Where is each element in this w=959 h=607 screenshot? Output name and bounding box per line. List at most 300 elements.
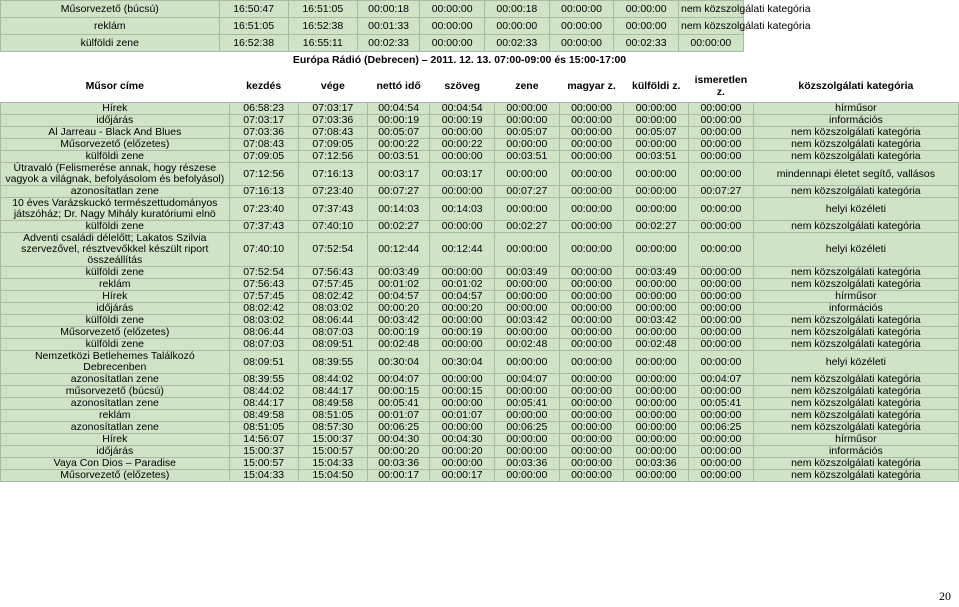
cell-time: 08:09:51 [229, 351, 298, 374]
table-row [1, 186, 959, 198]
cell-time: 00:03:17 [367, 163, 429, 186]
cell-time: 00:00:17 [430, 470, 495, 482]
cell-time: 00:00:00 [559, 351, 624, 374]
cell-time: 00:00:00 [689, 267, 754, 279]
cell-time: 00:00:00 [559, 186, 624, 198]
cell-time: 00:02:27 [624, 221, 689, 233]
cell-category: nem közszolgálati kategória [753, 279, 958, 291]
cell-time: 00:00:00 [689, 127, 754, 139]
table-row [1, 151, 959, 163]
cell-time: 00:05:07 [367, 127, 429, 139]
cell-time: 00:00:00 [689, 221, 754, 233]
cell-time: 00:00:00 [689, 139, 754, 151]
cell-time: 00:00:19 [367, 327, 429, 339]
cell-time: 07:16:13 [298, 163, 367, 186]
cell-program-title: Hírek [1, 434, 230, 446]
cell-time: 00:00:00 [614, 18, 679, 35]
table-row [1, 303, 959, 315]
cell-time: 00:00:00 [624, 291, 689, 303]
previous-rows-body [1, 1, 959, 52]
header-row [1, 70, 959, 103]
cell-program-title: Műsorvezető (előzetes) [1, 139, 230, 151]
cell-time: 15:00:57 [229, 458, 298, 470]
cell-time: 00:03:49 [367, 267, 429, 279]
cell-time: 07:37:43 [229, 221, 298, 233]
cell-time: 00:04:54 [430, 103, 495, 115]
cell-program-title: Adventi családi délelőtt; Lakatos Szilvia szervezővel, résztvevőkkel készült riport összeállítás [1, 233, 230, 267]
cell-time: 00:00:00 [495, 163, 560, 186]
cell-time: 06:58:23 [229, 103, 298, 115]
cell-time: 00:14:03 [430, 198, 495, 221]
cell-time: 00:00:00 [495, 434, 560, 446]
cell-time: 08:44:17 [298, 386, 367, 398]
cell-time: 00:00:00 [559, 458, 624, 470]
cell-category: nem közszolgálati kategória [753, 221, 958, 233]
cell-time: 00:00:00 [624, 279, 689, 291]
cell-program-title: műsorvezető (búcsú) [1, 386, 230, 398]
cell-time: 00:01:02 [430, 279, 495, 291]
cell-time: 00:03:42 [495, 315, 560, 327]
cell-time: 00:00:00 [430, 151, 495, 163]
table-row [1, 35, 959, 52]
table-row [1, 422, 959, 434]
header-music: zene [515, 80, 539, 92]
table-row [1, 279, 959, 291]
cell-time: 00:07:27 [495, 186, 560, 198]
cell-time: 00:00:00 [559, 398, 624, 410]
cell-time: 00:03:36 [495, 458, 560, 470]
cell-time: 00:04:54 [367, 103, 429, 115]
cell-time: 16:50:47 [219, 1, 288, 18]
table-row [1, 221, 959, 233]
header-start: kezdés [246, 80, 282, 92]
cell-time: 00:00:00 [689, 303, 754, 315]
cell-time: 00:00:00 [430, 267, 495, 279]
table-row [1, 291, 959, 303]
cell-time: 08:51:05 [298, 410, 367, 422]
cell-time: 00:00:00 [689, 163, 754, 186]
table-row [1, 198, 959, 221]
cell-time: 15:00:37 [298, 434, 367, 446]
cell-time: 00:03:36 [367, 458, 429, 470]
cell-program-title: külföldi zene [1, 221, 230, 233]
header-end: vége [320, 80, 345, 92]
cell-program-title: külföldi zene [1, 267, 230, 279]
cell-time: 00:03:49 [495, 267, 560, 279]
cell-time: 00:00:00 [689, 291, 754, 303]
cell-time: 00:00:00 [495, 139, 560, 151]
cell-time: 07:16:13 [229, 186, 298, 198]
cell-time: 00:12:44 [430, 233, 495, 267]
header-hungarian-music: magyar z. [567, 80, 616, 92]
cell-time: 00:00:00 [549, 35, 614, 52]
cell-program-title: külföldi zene [1, 315, 230, 327]
cell-time: 00:05:41 [367, 398, 429, 410]
cell-time: 00:00:00 [559, 446, 624, 458]
cell-time: 00:00:00 [689, 115, 754, 127]
cell-time: 00:00:00 [430, 221, 495, 233]
cell-time: 00:00:00 [430, 127, 495, 139]
cell-time: 00:02:33 [614, 35, 679, 52]
cell-time: 00:00:00 [495, 410, 560, 422]
cell-time: 00:00:00 [420, 18, 485, 35]
cell-time: 00:07:27 [367, 186, 429, 198]
cell-time: 15:00:37 [229, 446, 298, 458]
cell-time: 00:00:00 [624, 198, 689, 221]
cell-time: 00:00:00 [624, 233, 689, 267]
cell-time: 00:03:42 [367, 315, 429, 327]
cell-time: 00:00:00 [559, 374, 624, 386]
cell-time: 15:00:57 [298, 446, 367, 458]
cell-time: 00:00:00 [624, 398, 689, 410]
cell-time: 08:02:42 [298, 291, 367, 303]
cell-time: 07:12:56 [298, 151, 367, 163]
cell-time: 00:04:30 [367, 434, 429, 446]
cell-time: 00:00:00 [430, 422, 495, 434]
cell-time: 00:00:00 [624, 115, 689, 127]
cell-time: 00:30:04 [367, 351, 429, 374]
cell-time: 08:49:58 [298, 398, 367, 410]
cell-time: 00:00:00 [624, 163, 689, 186]
cell-program-title: reklám [1, 410, 230, 422]
table-row [1, 374, 959, 386]
cell-time: 07:57:45 [229, 291, 298, 303]
table-row [1, 163, 959, 186]
cell-time: 00:00:17 [367, 470, 429, 482]
cell-time: 00:00:20 [367, 303, 429, 315]
cell-time: 07:40:10 [298, 221, 367, 233]
cell-time: 07:09:05 [298, 139, 367, 151]
cell-time: 16:55:11 [288, 35, 357, 52]
cell-program-title: külföldi zene [1, 339, 230, 351]
cell-time: 00:00:00 [689, 198, 754, 221]
table-row [1, 127, 959, 139]
cell-time: 00:00:00 [495, 198, 560, 221]
cell-time: 00:00:19 [430, 327, 495, 339]
cell-time: 00:00:00 [624, 186, 689, 198]
cell-time: 00:04:07 [495, 374, 560, 386]
cell-time: 00:00:00 [430, 315, 495, 327]
cell-time: 08:09:51 [298, 339, 367, 351]
table-row [1, 351, 959, 374]
cell-program-title: külföldi zene [1, 35, 220, 52]
cell-time: 00:02:48 [367, 339, 429, 351]
cell-time: 00:00:00 [689, 103, 754, 115]
cell-time: 15:04:33 [298, 458, 367, 470]
cell-category: információs [753, 115, 958, 127]
cell-time: 07:08:43 [298, 127, 367, 139]
cell-time: 07:52:54 [298, 233, 367, 267]
cell-category: nem közszolgálati kategória [753, 410, 958, 422]
cell-time: 00:00:20 [430, 446, 495, 458]
cell-time: 00:00:00 [430, 398, 495, 410]
cell-program-title: 10 éves Varázskuckó természettudományos játszóház; Dr. Nagy Mihály kuratóriumi elnö [1, 198, 230, 221]
cell-category: nem közszolgálati kategória [679, 1, 744, 18]
cell-time: 00:02:33 [357, 35, 419, 52]
cell-time: 08:49:58 [229, 410, 298, 422]
cell-program-title: azonosítatlan zene [1, 422, 230, 434]
cell-time: 00:00:00 [559, 115, 624, 127]
cell-time: 08:44:17 [229, 398, 298, 410]
cell-time: 08:07:03 [229, 339, 298, 351]
cell-time: 08:44:02 [298, 374, 367, 386]
cell-category: hírműsor [753, 103, 958, 115]
cell-time: 00:03:51 [495, 151, 560, 163]
cell-time: 00:14:03 [367, 198, 429, 221]
cell-program-title: időjárás [1, 115, 230, 127]
cell-time: 00:05:41 [495, 398, 560, 410]
cell-time: 00:04:57 [430, 291, 495, 303]
cell-time: 08:03:02 [298, 303, 367, 315]
cell-category: hírműsor [753, 434, 958, 446]
table-row [1, 103, 959, 115]
cell-time: 00:00:00 [495, 103, 560, 115]
cell-time: 00:00:00 [559, 151, 624, 163]
cell-category: információs [753, 303, 958, 315]
cell-time: 00:00:19 [430, 115, 495, 127]
table-row [1, 446, 959, 458]
cell-program-title: Al Jarreau - Black And Blues [1, 127, 230, 139]
cell-time: 00:07:27 [689, 186, 754, 198]
cell-category: nem közszolgálati kategória [753, 422, 958, 434]
cell-program-title: azonosítatlan zene [1, 398, 230, 410]
cell-time: 00:06:25 [367, 422, 429, 434]
cell-time: 00:00:00 [624, 470, 689, 482]
table-row [1, 339, 959, 351]
cell-time: 00:00:00 [559, 386, 624, 398]
cell-time: 14:56:07 [229, 434, 298, 446]
cell-time: 00:00:00 [624, 327, 689, 339]
cell-time: 00:00:19 [367, 115, 429, 127]
cell-category: 00:00:00 [679, 35, 744, 52]
table-row [1, 386, 959, 398]
cell-program-title: Hírek [1, 291, 230, 303]
cell-program-title: azonosítatlan zene [1, 374, 230, 386]
cell-category: nem közszolgálati kategória [753, 398, 958, 410]
cell-time: 00:00:20 [367, 446, 429, 458]
cell-time: 00:06:25 [495, 422, 560, 434]
cell-time: 00:00:20 [430, 303, 495, 315]
cell-time: 00:00:00 [689, 315, 754, 327]
cell-time: 08:03:02 [229, 315, 298, 327]
cell-time: 00:03:17 [430, 163, 495, 186]
cell-time: 00:30:04 [430, 351, 495, 374]
cell-time: 00:00:00 [559, 315, 624, 327]
table-row [1, 398, 959, 410]
cell-time: 00:00:00 [689, 233, 754, 267]
cell-time: 00:01:07 [430, 410, 495, 422]
header-text: szöveg [444, 80, 480, 92]
cell-time: 07:23:40 [298, 186, 367, 198]
cell-time: 16:51:05 [219, 18, 288, 35]
cell-program-title: Műsorvezető (búcsú) [1, 1, 220, 18]
cell-time: 00:00:00 [495, 279, 560, 291]
cell-time: 00:00:00 [624, 303, 689, 315]
header-public-service-category: közszolgálati kategória [798, 80, 914, 92]
cell-category: helyi közéleti [753, 233, 958, 267]
cell-time: 00:00:00 [495, 327, 560, 339]
cell-time: 00:00:00 [624, 446, 689, 458]
cell-time: 00:00:00 [624, 374, 689, 386]
cell-program-title: külföldi zene [1, 151, 230, 163]
cell-time: 00:00:00 [420, 1, 485, 18]
cell-time: 00:00:00 [549, 1, 614, 18]
header-program-title: Műsor címe [85, 80, 144, 92]
table-row [1, 18, 959, 35]
header-foreign-music: külföldi z. [632, 80, 681, 92]
cell-time: 00:00:00 [430, 458, 495, 470]
cell-time: 16:52:38 [219, 35, 288, 52]
cell-time: 00:05:41 [689, 398, 754, 410]
cell-time: 00:00:15 [367, 386, 429, 398]
cell-time: 08:02:42 [229, 303, 298, 315]
cell-time: 00:00:00 [559, 198, 624, 221]
cell-time: 00:04:07 [367, 374, 429, 386]
cell-time: 00:02:48 [495, 339, 560, 351]
cell-time: 07:23:40 [229, 198, 298, 221]
cell-time: 00:00:00 [624, 103, 689, 115]
cell-time: 00:00:00 [559, 233, 624, 267]
cell-time: 08:06:44 [298, 315, 367, 327]
cell-time: 00:03:51 [367, 151, 429, 163]
cell-program-title: reklám [1, 279, 230, 291]
cell-time: 00:00:00 [559, 291, 624, 303]
cell-time: 00:00:00 [559, 103, 624, 115]
cell-category: helyi közéleti [753, 351, 958, 374]
cell-category: nem közszolgálati kategória [753, 386, 958, 398]
cell-category: nem közszolgálati kategória [753, 339, 958, 351]
cell-time: 00:00:00 [559, 470, 624, 482]
cell-time: 00:00:00 [559, 422, 624, 434]
cell-time: 00:00:00 [495, 303, 560, 315]
cell-time: 00:00:00 [559, 267, 624, 279]
cell-time: 08:07:03 [298, 327, 367, 339]
cell-category: információs [753, 446, 958, 458]
cell-time: 07:03:36 [229, 127, 298, 139]
cell-time: 00:00:00 [689, 446, 754, 458]
cell-time: 00:00:00 [559, 163, 624, 186]
table-row [1, 315, 959, 327]
previous-rows-table [0, 0, 959, 52]
cell-time: 00:00:00 [624, 139, 689, 151]
cell-time: 16:52:38 [288, 18, 357, 35]
cell-time: 00:12:44 [367, 233, 429, 267]
cell-category: helyi közéleti [753, 198, 958, 221]
cell-time: 00:03:42 [624, 315, 689, 327]
cell-time: 00:00:00 [484, 18, 549, 35]
cell-program-title: reklám [1, 18, 220, 35]
cell-time: 00:00:00 [559, 339, 624, 351]
cell-time: 00:00:00 [495, 351, 560, 374]
cell-time: 07:03:17 [229, 115, 298, 127]
cell-time: 00:00:00 [559, 221, 624, 233]
table-row [1, 434, 959, 446]
cell-time: 15:04:33 [229, 470, 298, 482]
cell-program-title: Hírek [1, 103, 230, 115]
cell-time: 00:00:00 [495, 470, 560, 482]
cell-time: 00:00:00 [495, 446, 560, 458]
page-number: 20 [939, 589, 951, 603]
cell-category: nem közszolgálati kategória [753, 151, 958, 163]
cell-time: 00:00:00 [689, 279, 754, 291]
table-row [1, 115, 959, 127]
cell-time: 00:00:00 [614, 1, 679, 18]
header-net-time: nettó idő [376, 80, 421, 92]
cell-program-title: Műsorvezető (előzetes) [1, 327, 230, 339]
cell-time: 00:00:00 [495, 386, 560, 398]
cell-category: nem közszolgálati kategória [753, 186, 958, 198]
cell-time: 00:04:57 [367, 291, 429, 303]
cell-time: 00:00:00 [559, 410, 624, 422]
cell-time: 00:00:00 [559, 434, 624, 446]
cell-category: nem közszolgálati kategória [679, 18, 744, 35]
cell-time: 00:00:00 [495, 233, 560, 267]
cell-time: 00:00:00 [624, 410, 689, 422]
cell-category: nem közszolgálati kategória [753, 139, 958, 151]
cell-time: 15:04:50 [298, 470, 367, 482]
table-row [1, 458, 959, 470]
cell-time: 00:00:00 [430, 374, 495, 386]
cell-time: 00:01:07 [367, 410, 429, 422]
cell-time: 08:39:55 [298, 351, 367, 374]
cell-time: 00:00:00 [495, 115, 560, 127]
cell-time: 00:02:48 [624, 339, 689, 351]
cell-time: 00:00:00 [689, 470, 754, 482]
cell-time: 00:00:00 [689, 410, 754, 422]
table-row [1, 1, 959, 18]
cell-time: 00:00:00 [549, 18, 614, 35]
cell-time: 00:00:00 [689, 327, 754, 339]
cell-time: 07:37:43 [298, 198, 367, 221]
cell-time: 00:00:00 [559, 139, 624, 151]
cell-time: 08:57:30 [298, 422, 367, 434]
cell-category: nem közszolgálati kategória [753, 315, 958, 327]
table-row [1, 139, 959, 151]
cell-time: 00:00:00 [420, 35, 485, 52]
cell-time: 07:56:43 [298, 267, 367, 279]
cell-time: 07:56:43 [229, 279, 298, 291]
schedule-body [1, 103, 959, 482]
cell-time: 07:03:17 [298, 103, 367, 115]
cell-time: 00:00:22 [367, 139, 429, 151]
cell-time: 00:00:00 [624, 434, 689, 446]
cell-time: 00:00:22 [430, 139, 495, 151]
cell-time: 00:00:00 [689, 434, 754, 446]
header-unknown-music: ismeretlen z. [694, 74, 748, 98]
cell-time: 07:08:43 [229, 139, 298, 151]
cell-category: nem közszolgálati kategória [753, 267, 958, 279]
cell-program-title: időjárás [1, 446, 230, 458]
cell-time: 07:57:45 [298, 279, 367, 291]
cell-time: 00:01:33 [357, 18, 419, 35]
cell-time: 00:04:07 [689, 374, 754, 386]
cell-program-title: Műsorvezető (előzetes) [1, 470, 230, 482]
cell-time: 07:09:05 [229, 151, 298, 163]
cell-time: 00:01:02 [367, 279, 429, 291]
cell-time: 00:02:27 [367, 221, 429, 233]
cell-program-title: Vaya Con Dios – Paradise [1, 458, 230, 470]
cell-category: nem közszolgálati kategória [753, 127, 958, 139]
cell-time: 07:52:54 [229, 267, 298, 279]
table-row [1, 410, 959, 422]
cell-time: 00:05:07 [624, 127, 689, 139]
cell-time: 00:00:00 [495, 291, 560, 303]
program-title-text: Európa Rádió (Debrecen) – 2011. 12. 13. 07:00-09:00 és 15:00-17:00 [292, 54, 627, 66]
cell-time: 16:51:05 [288, 1, 357, 18]
cell-time: 07:03:36 [298, 115, 367, 127]
cell-time: 00:00:00 [624, 351, 689, 374]
cell-time: 00:00:15 [430, 386, 495, 398]
